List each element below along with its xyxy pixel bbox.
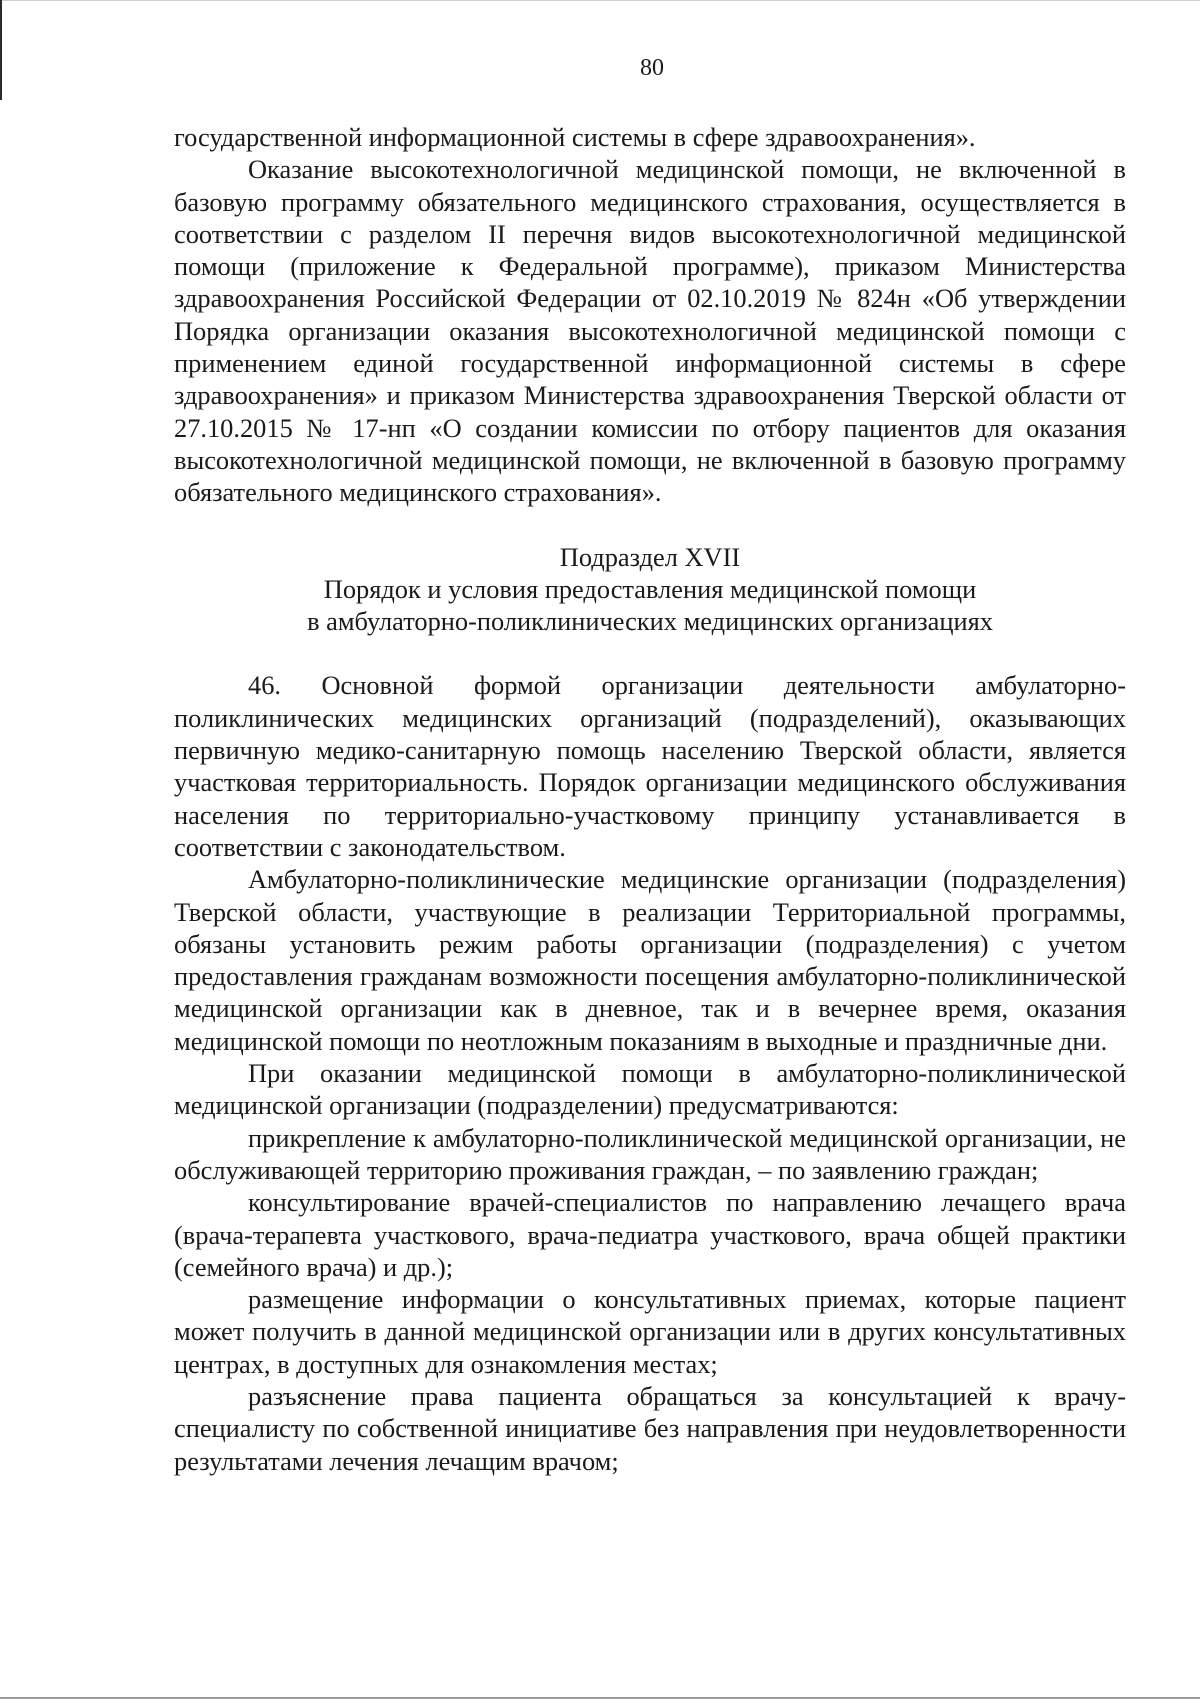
page-number: 80 xyxy=(640,55,664,81)
paragraph-provisions-intro: При оказании медицинской помощи в амбулаторно-поликлинической медицинской организации (подразделении) предусматриваются: xyxy=(174,1058,1126,1121)
paragraph-continuation: государственной информационной системы в сфере здравоохранения». xyxy=(174,122,976,152)
scan-edge-top xyxy=(0,0,1200,1)
section-title-line1: Порядок и условия предоставления медицинской помощи xyxy=(323,573,977,604)
section-label: Подраздел XVII xyxy=(559,541,741,572)
section-title-line2: в амбулаторно-поликлинических медицинских организациях xyxy=(307,606,993,637)
list-item-consulting: консультирование врачей-специалистов по направлению лечащего врача (врача-терапевта участкового, врача-педиатра участкового, врача общей практики (семейного врача) и др.); xyxy=(174,1187,1126,1282)
scan-edge-left xyxy=(0,0,2,100)
paragraph-46: 46. Основной формой организации деятельности амбулаторно-поликлинических медицинских организаций (подразделений), оказывающих первичную медико-санитарную помощь населению Тверской области, является участковая территориальность. Порядок организации медицинского обслуживания населения по территориально-участковому принципу устанавливается в соответствии с законодательством. xyxy=(174,670,1126,862)
paragraph-hightech-care: Оказание высокотехнологичной медицинской помощи, не включенной в базовую программу обязательного медицинского страхования, осуществляется в соответствии с разделом II перечня видов высокотехнологичной медицинской помощи (приложение к Федеральной программе), приказом Министерства здравоохранения Российской Федерации от 02.10.2019 № 824н «Об утверждении Порядка организации оказания высокотехнологичной медицинской помощи с применением единой государственной информационной системы в сфере здравоохранения» и приказом Министерства здравоохранения Тверской области от 27.10.2015 № 17-нп «О создании комиссии по отбору пациентов для оказания высокотехнологичной медицинской помощи, не включенной в базовую программу обязательного медицинского страхования». xyxy=(174,154,1126,508)
document-body xyxy=(174,121,1126,1477)
paragraph-working-hours: Амбулаторно-поликлинические медицинские организации (подразделения) Тверской области, участвующие в реализации Территориальной программы, обязаны установить режим работы организации (подразделения) с учетом предоставления гражданам возможности посещения амбулаторно-поликлинической медицинской организации как в дневное, так и в вечернее время, оказания медицинской помощи по неотложным показаниям в выходные и праздничные дни. xyxy=(174,864,1126,1056)
list-item-patient-rights: разъяснение права пациента обращаться за консультацией к врачу-специалисту по собственной инициативе без направления при неудовлетворенности результатами лечения лечащим врачом; xyxy=(174,1380,1126,1476)
list-item-attachment: прикрепление к амбулаторно-поликлинической медицинской организации, не обслуживающей территорию проживания граждан, – по заявлению граждан; xyxy=(174,1122,1126,1185)
list-item-info-placement: размещение информации о консультативных приемах, которые пациент может получить в данной медицинской организации или в других консультативных центрах, в доступных для ознакомления местах; xyxy=(174,1284,1126,1379)
